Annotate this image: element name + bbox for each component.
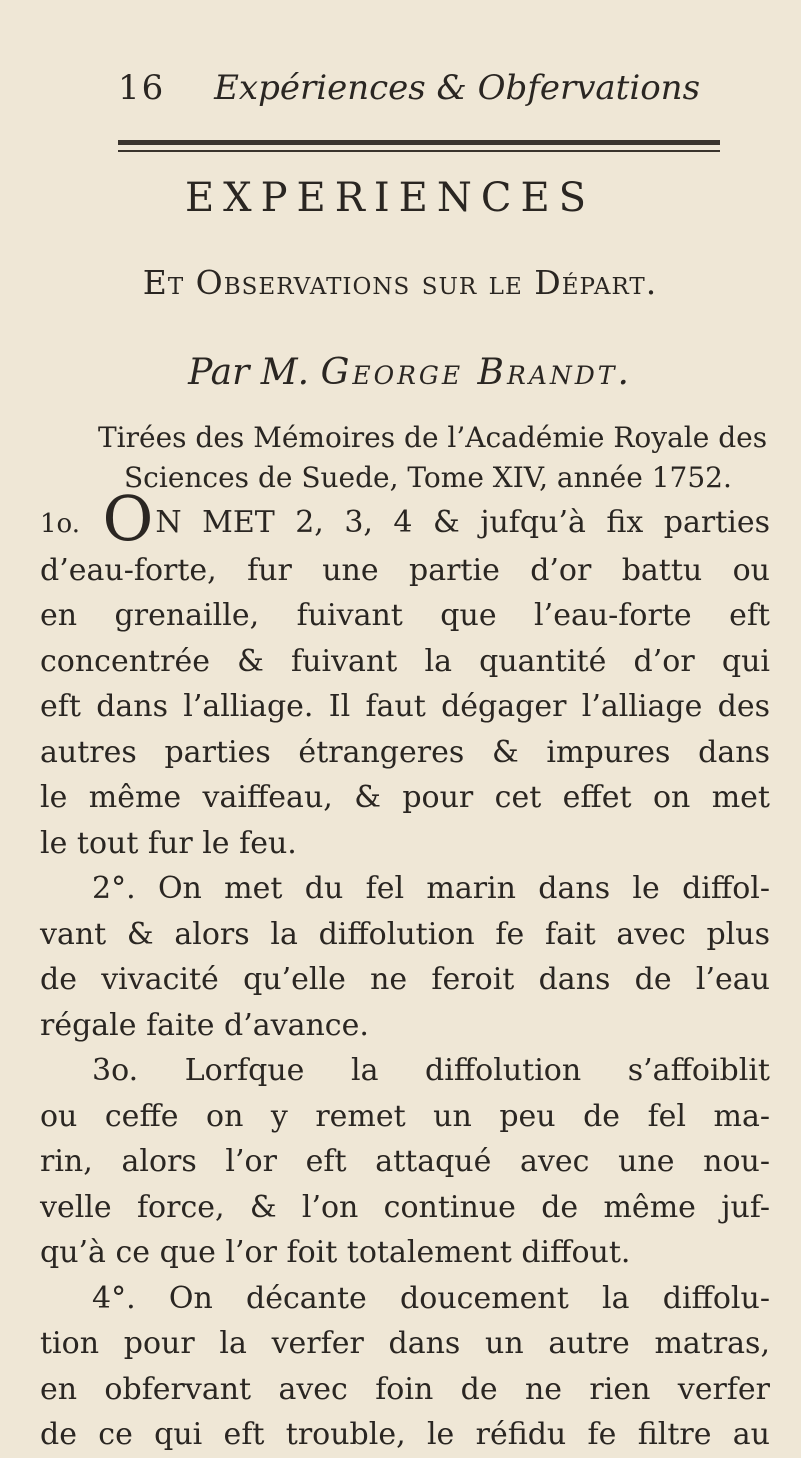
body-line: eft dans l’alliage. Il faut dégager l’alliage des	[40, 689, 770, 724]
body-line: d’eau-forte, fur une partie d’or battu ou	[40, 552, 770, 588]
body-line: concentrée & fuivant la quantité d’or qui	[40, 643, 770, 679]
page-number: 16	[118, 68, 166, 108]
header-rule-thin	[118, 150, 720, 152]
section-title: EXPERIENCES	[184, 175, 596, 221]
body-line: tion pour la verfer dans un autre matras,	[40, 1326, 770, 1361]
source-note	[98, 418, 778, 498]
running-title: Expériences & Obfervations	[214, 68, 701, 108]
source-line-1: Tirées des Mémoires de l’Académie Royale des	[98, 421, 768, 454]
drop-cap: O	[102, 482, 154, 555]
body-line: en grenaille, fuivant que l’eau-forte eft	[40, 598, 770, 633]
author-name: George Brandt.	[320, 352, 632, 393]
source-line-2: Sciences de Suede, Tome XIV, année 1752.	[124, 461, 732, 494]
section-subtitle: Et Observations sur le Départ.	[142, 263, 658, 302]
body-line: 4°. On décante doucement la diffolu-	[92, 1280, 770, 1316]
body-line-1-text: N MET 2, 3, 4 & jufqu’à fix parties	[155, 505, 770, 540]
body-line: velle force, & l’on continue de même juf-	[40, 1189, 770, 1225]
body-line-1	[40, 482, 770, 555]
body-line: 3o. Lorfque la diffolution s’affoiblit	[92, 1053, 770, 1088]
body-line: vant & alors la diffolution fe fait avec plus	[40, 916, 770, 952]
body-line: ou ceffe on y remet un peu de fel ma-	[40, 1098, 770, 1134]
body-line: le même vaiffeau, & pour cet effet on met	[40, 780, 770, 815]
body-line: en obfervant avec foin de ne rien verfer	[40, 1371, 770, 1407]
body-line: le tout fur le feu.	[40, 825, 297, 861]
body-line: rin, alors l’or eft attaqué avec une nou-	[40, 1144, 770, 1179]
header-rule-thick	[118, 140, 720, 145]
body-line: de ce qui eft trouble, le réfidu fe filtre au	[40, 1417, 770, 1452]
body-line: de vivacité qu’elle ne feroit dans de l’eau	[40, 962, 770, 997]
body-line: qu’à ce que l’or foit totalement diffout.	[40, 1235, 631, 1270]
author-prefix: Par M.	[188, 352, 310, 393]
body-line: régale faite d’avance.	[40, 1007, 369, 1043]
body-line: autres parties étrangeres & impures dans	[40, 734, 770, 770]
body-text	[40, 482, 770, 1458]
body-line: 2°. On met du fel marin dans le diffol-	[92, 871, 770, 906]
running-head	[118, 68, 701, 118]
author-line	[150, 352, 670, 393]
item-number-1: 1o.	[40, 509, 81, 539]
